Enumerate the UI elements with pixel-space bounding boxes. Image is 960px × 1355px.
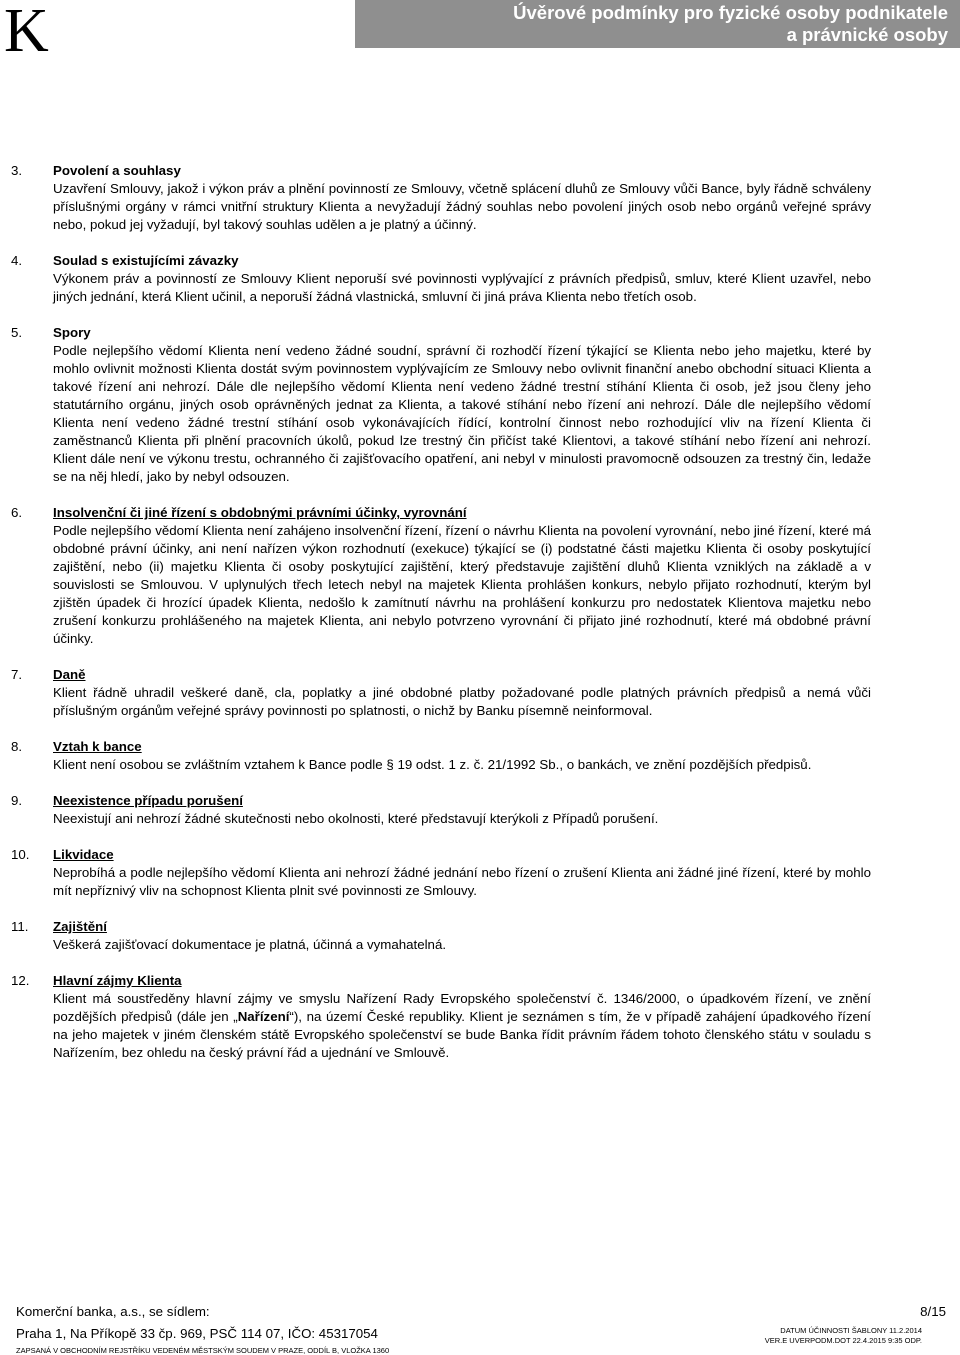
defined-term: Nařízení (237, 1009, 290, 1024)
section-heading: Daně (53, 667, 86, 682)
section-text: Neprobíhá a podle nejlepšího vědomí Klienta ani nehrozí žádné jednání nebo řízení o zrušení Klienta ani žádné jiné řízení, které by mohlo mít nepříznivý vliv na schopnost Klienta plnit své povinnosti ze Smlouvy. (53, 865, 871, 898)
document-title-bar (355, 0, 960, 48)
section-number: 5. (11, 325, 23, 340)
section-4 (11, 252, 871, 306)
document-version: VER.E UVERPODM.DOT 22.4.2015 9:35 ODP. (764, 1336, 922, 1345)
section-heading: Insolvenční či jiné řízení s obdobnými právními účinky, vyrovnání (53, 505, 467, 520)
section-text: Veškerá zajišťovací dokumentace je platná, účinná a vymahatelná. (53, 937, 447, 952)
section-3 (11, 162, 871, 234)
section-text: Klient řádně uhradil veškeré daně, cla, poplatky a jiné obdobné platby požadované podle platných právních předpisů a nemá vůči příslušným orgánům veřejné správy povinnosti po splatnosti, o nichž by Banku písemně neinformoval. (53, 685, 871, 718)
section-heading: Povolení a souhlasy (53, 163, 181, 178)
page-header (0, 0, 960, 65)
template-effective-date: DATUM ÚČINNOSTI ŠABLONY 11.2.2014 (780, 1326, 922, 1335)
section-heading: Vztah k bance (53, 739, 142, 754)
section-number: 12. (11, 973, 30, 988)
section-text: Podle nejlepšího vědomí Klienta není vedeno žádné soudní, správní či rozhodčí řízení týkající se Klienta nebo jeho majetku, které by mohlo ovlivnit možnosti Klienta dostát svým povinnostem vyplývajícím ze Smlouvy nebo ovlivnit finanční anebo obchodní situaci Klienta a takové řízení ani nehrozí. Dále dle nejlepšího vědomí Klienta není vedeno žádné trestní stíhání Klienta či osob, jež jsou členy jeho statutárního orgánu, jiných osob oprávněných jednat za Klienta, a takové stíhání nebo řízení ani nehrozí. Dále dle nejlepšího vědomí Klienta není vedeno žádné trestní stíhání osob vykonávajících řídící, kontrolní činnost nebo rozhodující vliv na řízení Klienta či zaměstnanců Klienta při plnění pracovních úkolů, pokud lze trestný čin přičíst také Klientovi, a takové stíhání nebo řízení ani nehrozí. Klient dále není ve výkonu trestu, ochranného či zajišťovacího opatření, ani nebyl v minulosti pravomocně odsouzen za trestný čin, ledaže se na něj hledí, jako by nebyl odsouzen. (53, 343, 871, 484)
section-12 (11, 972, 871, 1062)
bank-logo: K (4, 0, 49, 65)
section-heading: Zajištění (53, 919, 107, 934)
document-title-line1: Úvěrové podmínky pro fyzické osoby podnikatele (513, 2, 948, 23)
section-text: Uzavření Smlouvy, jakož i výkon práv a plnění povinností ze Smlouvy, včetně splácení dluhů ze Smlouvy vůči Bance, byly řádně schváleny příslušnými orgány v rámci vnitřní struktury Klienta a nevyžadují žádný souhlas nebo povolení jiných osob nebo orgánů veřejné správy nebo, pokud jej vyžadují, byl takový souhlas udělen a je platný a účinný. (53, 181, 871, 232)
section-5 (11, 324, 871, 486)
section-text: Neexistují ani nehrozí žádné skutečnosti nebo okolnosti, které představují kterýkoli z Případů porušení. (53, 811, 659, 826)
section-text: Klient není osobou se zvláštním vztahem k Bance podle § 19 odst. 1 z. č. 21/1992 Sb., o bankách, ve znění pozdějších předpisů. (53, 757, 812, 772)
section-text: Podle nejlepšího vědomí Klienta není zahájeno insolvenční řízení, řízení o návrhu Klienta na povolení vyrovnání, nebo jiné řízení, které má obdobné právní účinky, ani není nařízen výkon rozhodnutí (exekuce) týkající se (i) podstatné části majetku Klienta či osoby poskytující zajištění, nebo (ii) majetku Klienta či osoby poskytující zajištění, který představuje zajištění dluhů Klienta vzniklých na základě a v souvislosti se Smlouvou. V uplynulých třech letech nebyl na majetek Klienta prohlášen konkurs, nebylo přijato rozhodnutí, kterým byl zjištěn úpadek či hrozící úpadek Klienta, nedošlo k zamítnutí návrhu na prohlášení konkurzu pro nedostatek Klientova majetku nebo zrušení konkurzu prohlášeného na majetek Klienta, ani nebylo potvrzeno vyrovnání či přijato jiné rozhodnutí, které má obdobné právní účinky. (53, 523, 871, 646)
section-number: 4. (11, 253, 23, 268)
section-text-part: “), na území České republiky. Klient je seznámen s tím, že v případě zahájení úpadkového řízení na jeho majetek v jiném členském státě Evropského společenství se bude Banka řídit právním řádem tohoto členského státu v souladu s Nařízením, bez ohledu na český právní řád a ujednání ve Smlouvě. (53, 1009, 871, 1060)
section-7 (11, 666, 871, 720)
section-text: Výkonem práv a povinností ze Smlouvy Klient neporuší své povinnosti vyplývající z právních předpisů, smluv, které Klient uzavřel, nebo jiných jednání, která Klient učinil, a neporuší žádná vlastnická, smluvní či jiná práva Klienta nebo třetích osob. (53, 271, 871, 304)
document-body (11, 162, 871, 1080)
section-10 (11, 846, 871, 900)
section-number: 10. (11, 847, 30, 862)
section-number: 7. (11, 667, 23, 682)
section-9 (11, 792, 871, 828)
footer-company: Komerční banka, a.s., se sídlem: (16, 1304, 210, 1319)
section-heading: Soulad s existujícími závazky (53, 253, 239, 268)
section-number: 8. (11, 739, 23, 754)
section-11 (11, 918, 871, 954)
section-8 (11, 738, 871, 774)
section-text-part: Klient má soustředěny hlavní zájmy ve smyslu Nařízení Rady Evropského společenství č. 1346/2000, o úpadkovém řízení, ve znění pozdějších předpisů (dále jen „ (53, 991, 871, 1024)
footer-address: Praha 1, Na Příkopě 33 čp. 969, PSČ 114 07, IČO: 45317054 (16, 1326, 378, 1341)
footer-registry: ZAPSANÁ V OBCHODNÍM REJSTŘÍKU VEDENÉM MĚSTSKÝM SOUDEM V PRAZE, ODDÍL B, VLOŽKA 1360 (16, 1346, 390, 1355)
section-heading: Spory (53, 325, 91, 340)
section-text (53, 990, 871, 1062)
section-number: 11. (11, 919, 29, 934)
section-number: 6. (11, 505, 23, 520)
section-heading: Hlavní zájmy Klienta (53, 973, 182, 988)
section-number: 9. (11, 793, 23, 808)
section-heading: Likvidace (53, 847, 114, 862)
section-number: 3. (11, 163, 23, 178)
section-heading: Neexistence případu porušení (53, 793, 243, 808)
section-6 (11, 504, 871, 648)
document-title-line2: a právnické osoby (786, 24, 948, 45)
page-number: 8/15 (920, 1304, 946, 1319)
